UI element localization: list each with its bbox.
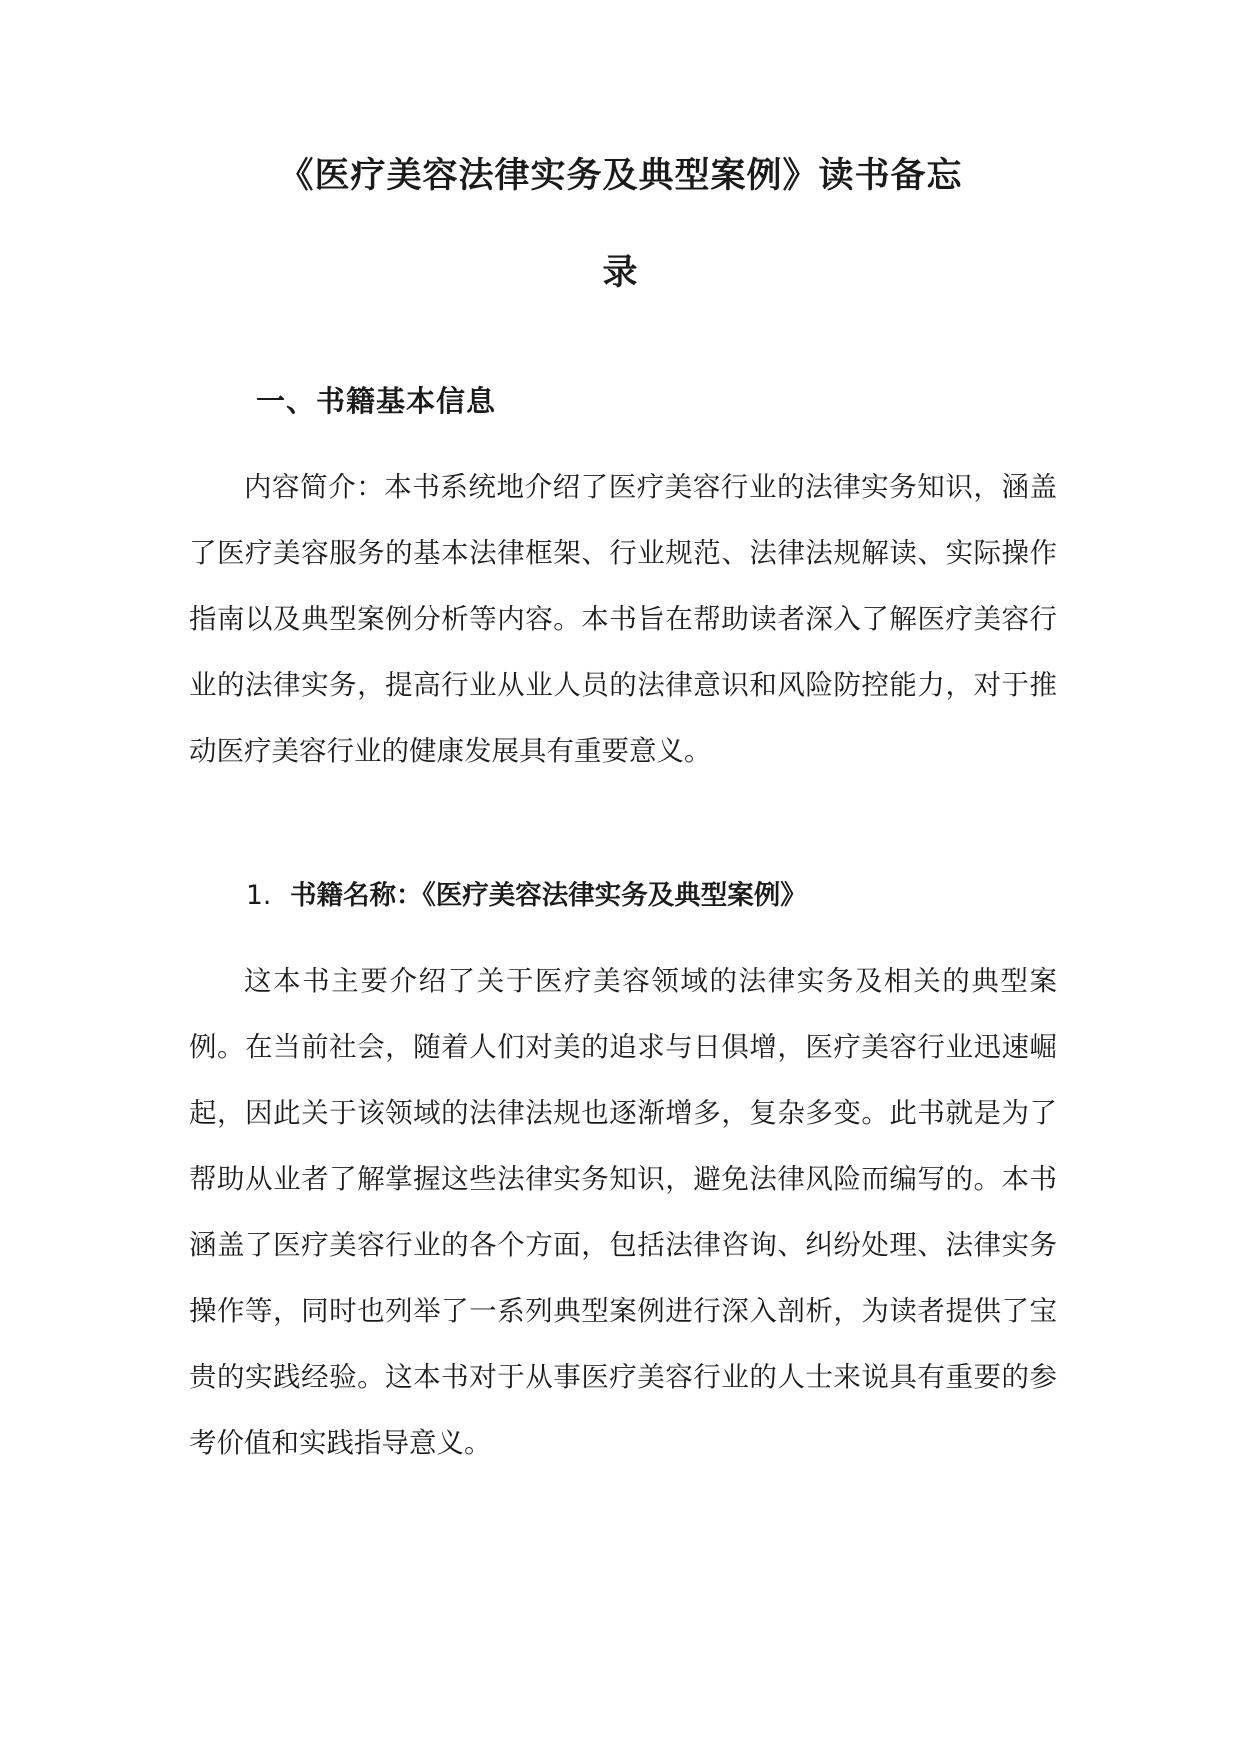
document-title-line-1: 《医疗美容法律实务及典型案例》读书备忘 — [278, 156, 963, 196]
section-heading: 一、书籍基本信息 — [256, 384, 497, 418]
document-title-line-2: 录 — [602, 253, 639, 293]
intro-paragraph: 内容简介：本书系统地介绍了医疗美容行业的法律实务知识，涵盖了医疗美容服务的基本法律框架、行业规范、法律法规解读、实际操作指南以及典型案例分析等内容。本书旨在帮助读者深入了解医疗美容行业的法律实务，提高行业从业人员的法律意识和风险防控能力，对于推动医疗美容行业的健康发展具有重要意义。 — [189, 471, 1057, 767]
list-item-heading — [246, 878, 807, 914]
body-paragraph: 这本书主要介绍了关于医疗美容领域的法律实务及相关的典型案例。在当前社会，随着人们对美的追求与日俱增，医疗美容行业迅速崛起，因此关于该领域的法律法规也逐渐增多，复杂多变。此书就是为了帮助从业者了解掌握这些法律实务知识，避免法律风险而编写的。本书涵盖了医疗美容行业的各个方面，包括法律咨询、纠纷处理、法律实务操作等，同时也列举了一系列典型案例进行深入剖析，为读者提供了宝贵的实践经验。这本书对于从事医疗美容行业的人士来说具有重要的参考价值和实践指导意义。 — [189, 965, 1057, 1459]
list-item-label: 书籍名称：《医疗美容法律实务及典型案例》 — [290, 880, 807, 911]
list-item-number: 1. — [246, 880, 272, 911]
